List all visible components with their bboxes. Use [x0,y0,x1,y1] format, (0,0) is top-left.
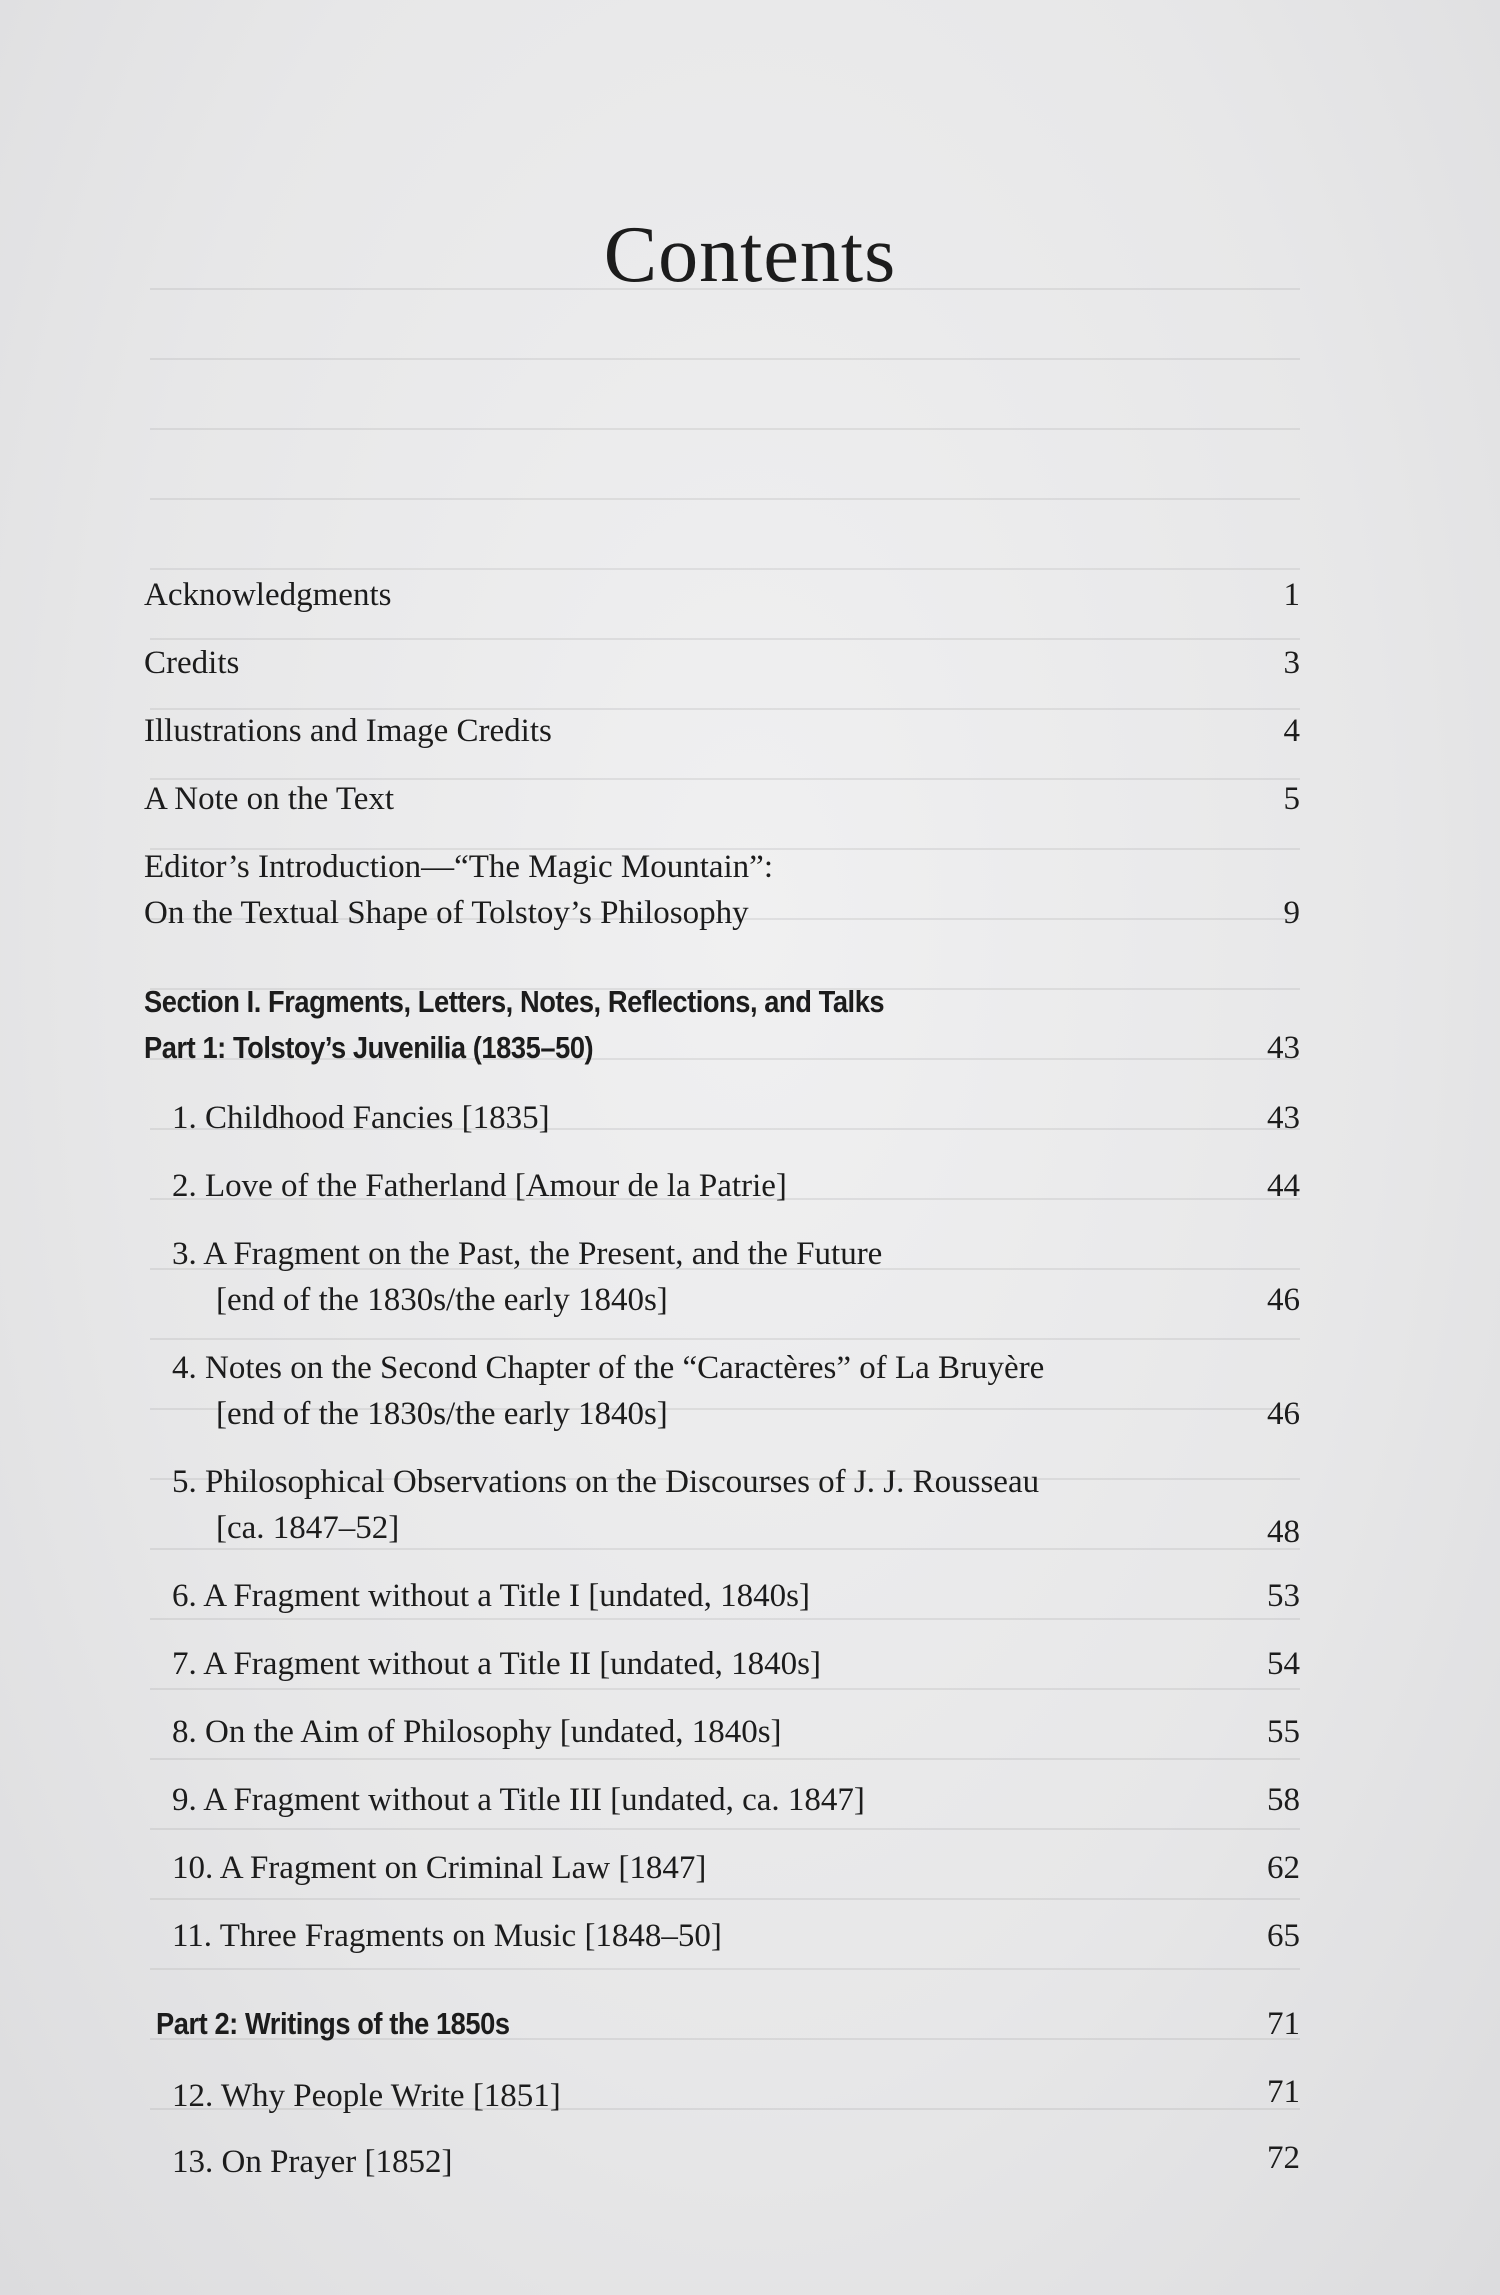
toc-item-title: Love of the Fatherland [Amour de la Patrie] [205,1168,787,1204]
toc-entry-page: 4 [1283,713,1300,749]
part-heading-2[interactable]: Part 2: Writings of the 1850s [156,2006,510,2041]
toc-item-title-cont: [end of the 1830s/the early 1840s] [216,1282,668,1318]
toc-item-title-cont: [ca. 1847–52] [216,1510,400,1546]
toc-item-title: On Prayer [1852] [221,2144,453,2180]
toc-item-page: 48 [1267,1514,1300,1550]
toc-item-number: 2. [172,1168,197,1204]
toc-item-title: A Fragment on the Past, the Present, and the Future [203,1236,883,1272]
toc-item-number: 5. [172,1464,197,1500]
toc-item-title: A Fragment on Criminal Law [1847] [219,1850,707,1886]
toc-entry-page: 1 [1283,577,1300,613]
page-title: Contents [603,211,897,299]
toc-entry-label: Acknowledgments [144,577,392,613]
toc-item-title: A Fragment without a Title I [undated, 1840s] [203,1578,810,1614]
toc-item-page: 46 [1267,1282,1300,1318]
toc-item-page: 44 [1267,1168,1300,1204]
toc-entry-page: 9 [1283,895,1300,931]
toc-item-title: Childhood Fancies [1835] [205,1100,550,1136]
toc-item-page: 55 [1267,1714,1300,1750]
toc-entry-label-line2: On the Textual Shape of Tolstoy’s Philosophy [144,895,749,931]
toc-item-number: 1. [172,1100,197,1136]
toc-item-page: 54 [1267,1646,1300,1682]
toc-item-title: Notes on the Second Chapter of the “Caractères” of La Bruyère [205,1350,1045,1386]
toc-entry-label: A Note on the Text [144,781,395,817]
toc-item-title: A Fragment without a Title II [undated, 1840s] [203,1646,821,1682]
toc-item-title: On the Aim of Philosophy [undated, 1840s] [205,1714,782,1750]
toc-item-page: 71 [1267,2074,1300,2110]
toc-item-page: 62 [1267,1850,1300,1886]
toc-item-page: 65 [1267,1918,1300,1954]
part-heading-1[interactable]: Part 1: Tolstoy’s Juvenilia (1835–50) [144,1030,594,1065]
toc-item-number: 7. [172,1646,197,1682]
toc-item-number: 12. [172,2078,214,2114]
toc-item-title-cont: [end of the 1830s/the early 1840s] [216,1396,668,1432]
toc-item-title: Three Fragments on Music [1848–50] [219,1918,722,1954]
toc-item-number: 4. [172,1350,197,1386]
section-heading: Section I. Fragments, Letters, Notes, Reflections, and Talks [144,984,885,1019]
toc-entry-page: 5 [1283,781,1300,817]
toc-entry-label: Credits [144,645,240,681]
toc-item-number: 8. [172,1714,197,1750]
toc-entry-page: 3 [1283,645,1300,681]
toc-item-number: 6. [172,1578,197,1614]
toc-item-title: A Fragment without a Title III [undated, ca. 1847] [203,1782,865,1818]
toc-entry-label: Illustrations and Image Credits [144,713,552,749]
toc-item-number: 10. [172,1850,214,1886]
toc-entry-label [144,844,1224,936]
part-heading-1-page: 43 [1267,1030,1300,1066]
toc-item-page: 53 [1267,1578,1300,1614]
toc-item-title: Why People Write [1851] [220,2078,561,2114]
toc-item-number: 13. [172,2144,214,2180]
toc-item-page: 46 [1267,1396,1300,1432]
toc-item-page: 43 [1267,1100,1300,1136]
toc-entry-label-line1: Editor’s Introduction—“The Magic Mountain”: [144,849,773,885]
toc-item-number: 9. [172,1782,197,1818]
toc-item-page: 72 [1267,2140,1300,2176]
toc-item-number: 11. [172,1918,213,1954]
toc-item-number: 3. [172,1236,197,1272]
part-heading-2-page: 71 [1267,2006,1300,2042]
toc-item-page: 58 [1267,1782,1300,1818]
toc-item-title: Philosophical Observations on the Discourses of J. J. Rousseau [205,1464,1040,1500]
